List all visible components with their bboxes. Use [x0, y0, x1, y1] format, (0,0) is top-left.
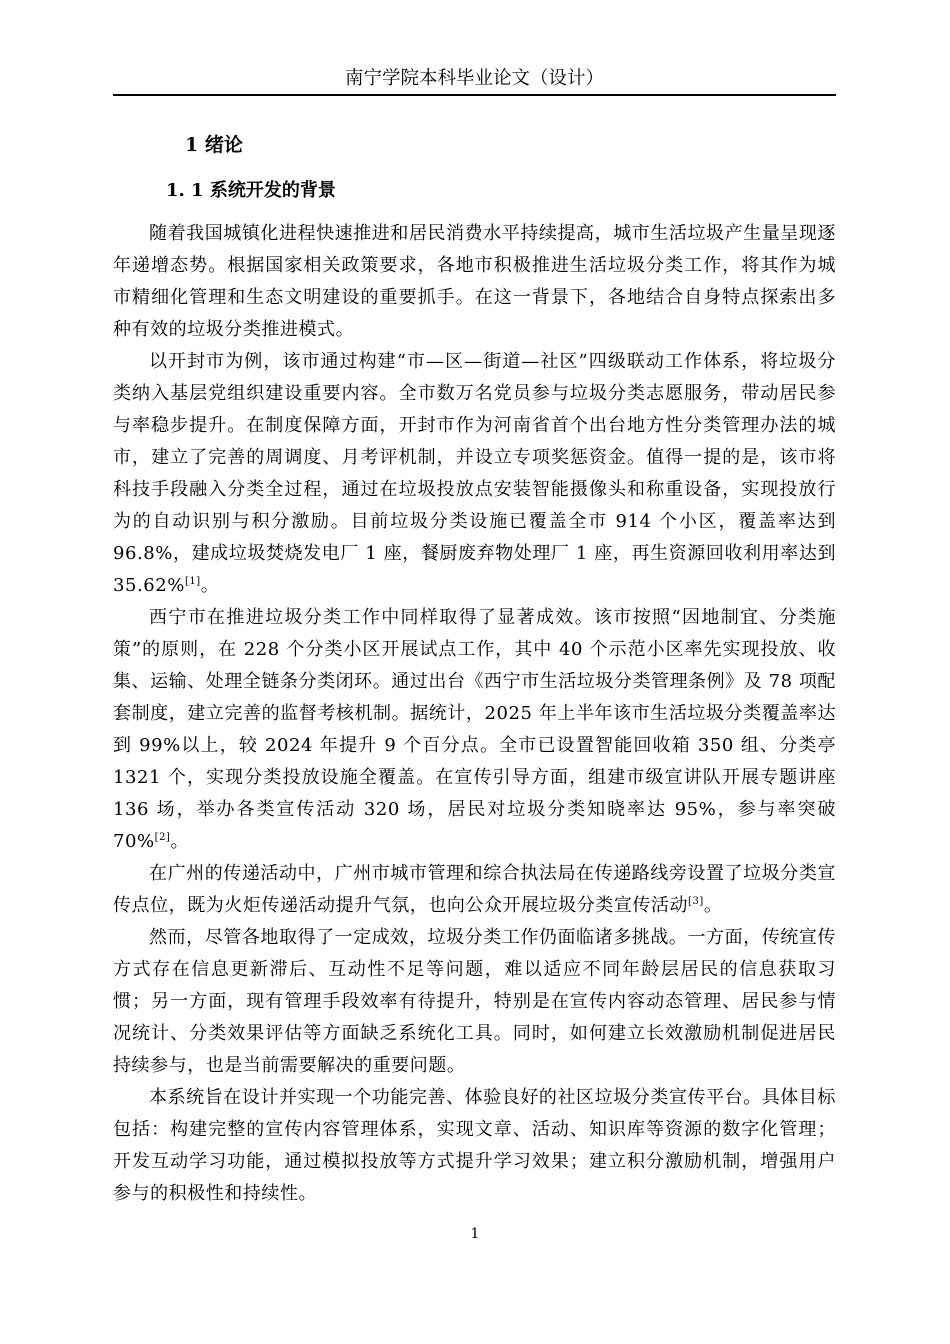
paragraph-tail: 。: [200, 575, 220, 596]
paragraph-text: 然而，尽管各地取得了一定成效，垃圾分类工作仍面临诸多挑战。一方面，传统宣传方式存在信息更新滞后、互动性不足等问题，难以适应不同年龄层居民的信息获取习惯；另一方面，现有管理手段效率有待提升，特别是在宣传内容动态管理、居民参与情况统计、分类效果评估等方面缺乏系统化工具。同时，如何建立长效激励机制促进居民持续参与，也是当前需要解决的重要问题。: [113, 927, 836, 1076]
chapter-heading: 1 绪论: [185, 134, 243, 156]
paragraph: [113, 858, 836, 922]
paragraph: [113, 922, 836, 1082]
section-heading: 1. 1 系统开发的背景: [166, 180, 336, 201]
body-text: [113, 218, 836, 1210]
paragraph: [113, 1082, 836, 1210]
paragraph-text: 在广州的传递活动中，广州市城市管理和综合执法局在传递路线旁设置了垃圾分类宣传点位，既为火炬传递活动提升气氛，也向公众开展垃圾分类宣传活动: [113, 863, 836, 916]
paragraph-text: 以开封市为例，该市通过构建“市—区—街道—社区”四级联动工作体系，将垃圾分类纳入基层党组织建设重要内容。全市数万名党员参与垃圾分类志愿服务，带动居民参与率稳步提升。在制度保障方面，开封市作为河南省首个出台地方性分类管理办法的城市，建立了完善的周调度、月考评机制，并设立专项奖惩资金。值得一提的是，该市将科技手段融入分类全过程，通过在垃圾投放点安装智能摄像头和称重设备，实现投放行为的自动识别与积分激励。目前垃圾分类设施已覆盖全市 914 个小区，覆盖率达到 96.8%，建成垃圾焚烧发电厂 1 座，餐厨废弃物处理厂 1 座，再生资源回收利用率达到 35.62%: [113, 351, 836, 596]
paragraph-text: 西宁市在推进垃圾分类工作中同样取得了显著成效。该市按照“因地制宜、分类施策”的原则，在 228 个分类小区开展试点工作，其中 40 个示范小区率先实现投放、收集、运输、处理全链条分类闭环。通过出台《西宁市生活垃圾分类管理条例》及 78 项配套制度，建立完善的监督考核机制。据统计，2025 年上半年该市生活垃圾分类覆盖率达到 99%以上，较 2024 年提升 9 个百分点。全市已设置智能回收箱 350 组、分类亭 1321 个，实现分类投放设施全覆盖。在宣传引导方面，组建市级宣讲队开展专题讲座 136 场，举办各类宣传活动 320 场，居民对垃圾分类知晓率达 95%，参与率突破 70%: [113, 607, 836, 852]
paragraph: [113, 218, 836, 346]
citation: [2]: [154, 832, 171, 843]
paragraph-text: 本系统旨在设计并实现一个功能完善、体验良好的社区垃圾分类宣传平台。具体目标包括：构建完整的宣传内容管理体系，实现文章、活动、知识库等资源的数字化管理；开发互动学习功能，通过模拟投放等方式提升学习效果；建立积分激励机制，增强用户参与的积极性和持续性。: [113, 1087, 836, 1204]
paragraph-tail: 。: [703, 895, 723, 916]
citation: [3]: [688, 896, 704, 907]
page-header: 南宁学院本科毕业论文（设计）: [113, 64, 836, 96]
page-number: 1: [470, 1226, 480, 1242]
paragraph-text: 随着我国城镇化进程快速推进和居民消费水平持续提高，城市生活垃圾产生量呈现逐年递增态势。根据国家相关政策要求，各地市积极推进生活垃圾分类工作，将其作为城市精细化管理和生态文明建设的重要抓手。在这一背景下，各地结合自身特点探索出多种有效的垃圾分类推进模式。: [113, 223, 836, 340]
paragraph-tail: 。: [170, 831, 190, 852]
paragraph: [113, 602, 836, 858]
citation: [1]: [184, 576, 201, 587]
paragraph: [113, 346, 836, 602]
